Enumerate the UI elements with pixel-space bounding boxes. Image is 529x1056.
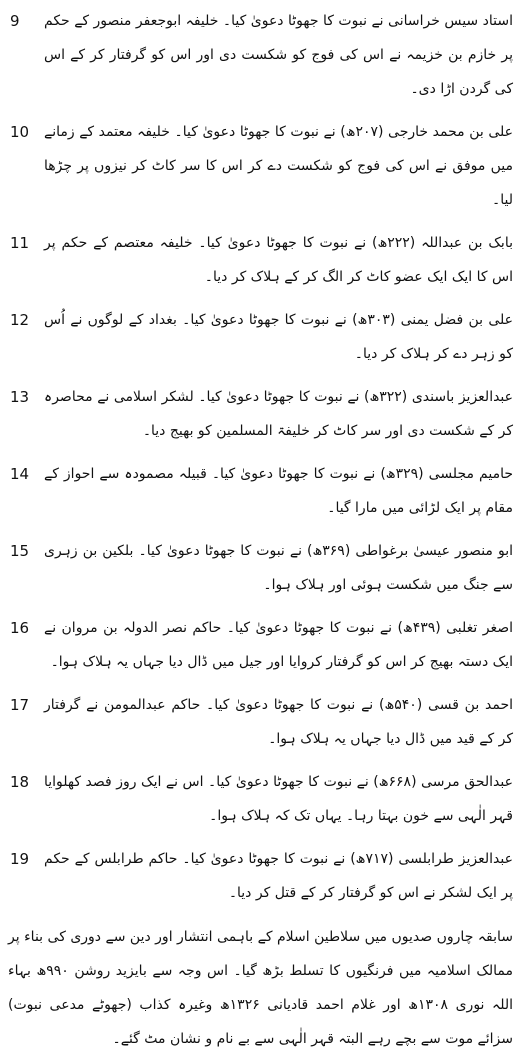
list-item bbox=[8, 303, 521, 371]
item-text: استاد سیس خراسانی نے نبوت کا جھوٹا دعویٰ کیا۔ خلیفہ ابوجعفر منصور کے حکم پر خازم بن خزیمہ نے اس کی فوج کو شکست دی اور اس کو گرفتار کر کے اس کی گردن اڑا دی۔ bbox=[44, 13, 513, 97]
list-item bbox=[8, 534, 521, 602]
list-item bbox=[8, 4, 521, 106]
item-number: 17 bbox=[10, 696, 30, 714]
item-number: 16 bbox=[10, 619, 30, 637]
list-item bbox=[8, 115, 521, 217]
item-text: عبدالحق مرسی (۶۶۸ھ) نے نبوت کا جھوٹا دعویٰ کیا۔ اس نے ایک روز فصد کھلوایا قہر الٰہی سے خون بہتا رہا۔ یہاں تک کہ ہلاک ہوا۔ bbox=[44, 774, 513, 824]
item-number: 12 bbox=[10, 311, 30, 329]
list-item bbox=[8, 688, 521, 756]
document-page bbox=[8, 4, 521, 1056]
list-item bbox=[8, 380, 521, 448]
list-item bbox=[8, 611, 521, 679]
item-text: عبدالعزیز طرابلسی (۷۱۷ھ) نے نبوت کا جھوٹا دعویٰ کیا۔ حاکم طرابلس کے حکم پر ایک لشکر نے اس کو گرفتار کر کے قتل کر دیا۔ bbox=[44, 851, 513, 901]
list-item bbox=[8, 765, 521, 833]
item-text: علی بن محمد خارجی (۲۰۷ھ) نے نبوت کا جھوٹا دعویٰ کیا۔ خلیفہ معتمد کے زمانے میں موفق نے اس کی فوج کو شکست دے کر اس کا سر کاٹ کر نیزوں پر چڑھا لیا۔ bbox=[44, 124, 513, 208]
item-text: ابو منصور عیسیٰ برغواطی (۳۶۹ھ) نے نبوت کا جھوٹا دعویٰ کیا۔ بلکین بن زہری سے جنگ میں شکست ہوئی اور ہلاک ہوا۔ bbox=[44, 543, 513, 593]
list-item bbox=[8, 842, 521, 910]
item-text: بابک بن عبداللہ (۲۲۲ھ) نے نبوت کا جھوٹا دعویٰ کیا۔ خلیفہ معتصم کے حکم پر اس کا ایک ایک عضو کاٹ کر الگ کر کے ہلاک کر دیا۔ bbox=[44, 235, 513, 285]
list-item bbox=[8, 226, 521, 294]
list-item bbox=[8, 457, 521, 525]
item-number: 13 bbox=[10, 388, 30, 406]
item-text: اصغر تغلبی (۴۳۹ھ) نے نبوت کا جھوٹا دعویٰ کیا۔ حاکم نصر الدولہ بن مروان نے ایک دستہ بھیج کر اس کو گرفتار کروایا اور جیل میں ڈال دیا جہاں یہ ہلاک ہوا۔ bbox=[44, 620, 513, 670]
item-number: 11 bbox=[10, 234, 30, 252]
item-number: 9 bbox=[10, 12, 20, 30]
item-number: 14 bbox=[10, 465, 30, 483]
closing-paragraph: سابقہ چاروں صدیوں میں سلاطین اسلام کے باہمی انتشار اور دین سے دوری کی بناء پر ممالک اسلامیہ میں فرنگیوں کا تسلط بڑھ گیا۔ اس وجہ سے بایزید روشن ۹۹۰ھ بہاء اللہ نوری ۱۳۰۸ھ اور غلام احمد قادیانی ۱۳۲۶ھ وغیرہ کذاب (جھوٹے مدعی نبوت) سزائے موت سے بچے رہے البتہ قہر الٰہی سے بے نام و نشان مٹ گئے۔ bbox=[8, 929, 514, 1047]
item-text: عبدالعزیز باسندی (۳۲۲ھ) نے نبوت کا جھوٹا دعویٰ کیا۔ لشکر اسلامی نے محاصرہ کر کے شکست دی اور سر کاٹ کر خلیفۃ المسلمین کو بھیج دیا۔ bbox=[44, 389, 514, 439]
item-number: 18 bbox=[10, 773, 30, 791]
item-number: 19 bbox=[10, 850, 30, 868]
item-text: احمد بن قسی (۵۴۰ھ) نے نبوت کا جھوٹا دعویٰ کیا۔ حاکم عبدالمومن نے گرفتار کر کے قید میں ڈال دیا جہاں یہ ہلاک ہوا۔ bbox=[44, 697, 513, 747]
item-number: 15 bbox=[10, 542, 30, 560]
item-text: حامیم مجلسی (۳۲۹ھ) نے نبوت کا جھوٹا دعویٰ کیا۔ قبیلہ مصمودہ سے احواز کے مقام پر ایک لڑائی میں مارا گیا۔ bbox=[44, 466, 513, 516]
item-number: 10 bbox=[10, 123, 30, 141]
item-text: علی بن فضل یمنی (۳۰۳ھ) نے نبوت کا جھوٹا دعویٰ کیا۔ بغداد کے لوگوں نے اُس کو زہر دے کر ہلاک کر دیا۔ bbox=[44, 312, 514, 362]
